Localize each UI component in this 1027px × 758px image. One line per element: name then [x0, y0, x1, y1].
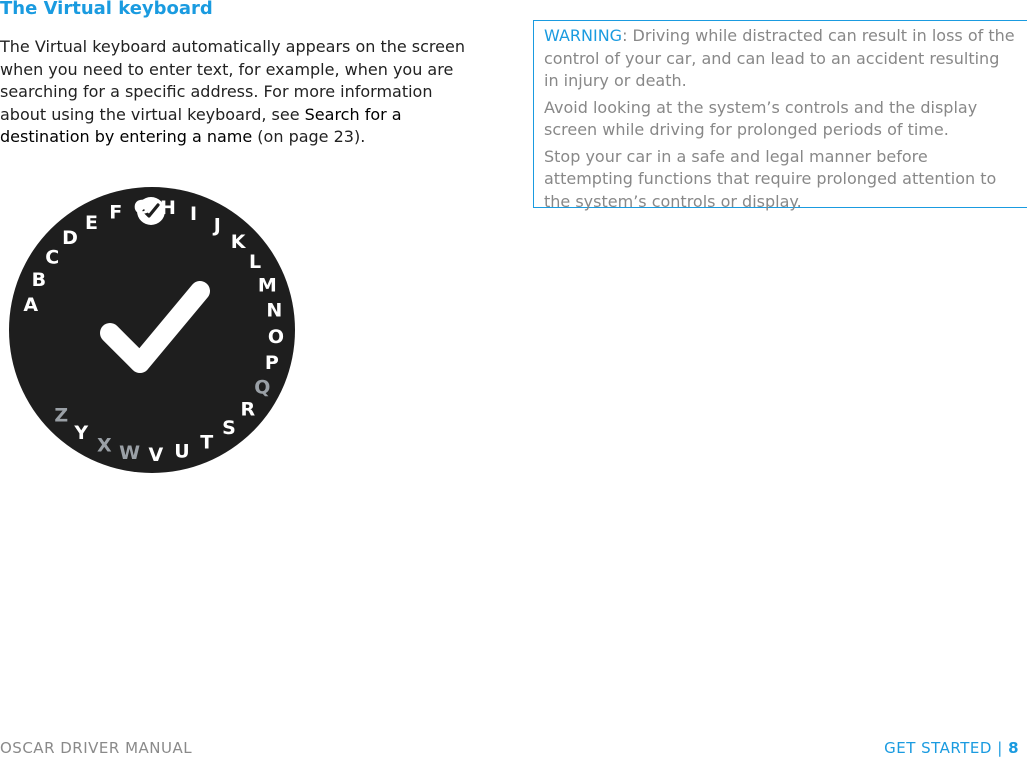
keyboard-letter-k[interactable]: K — [230, 230, 246, 253]
warning-text-1: : Driving while distracted can result in loss of the control of your car, and can lead to an accident resulting in injury or death. — [544, 26, 1015, 90]
warning-paragraph-2: Avoid looking at the system’s controls and the display screen while driving for prolonged periods of time. — [544, 97, 978, 139]
footer-page-number: 8 — [1008, 739, 1019, 757]
keyboard-letter-m[interactable]: M — [257, 274, 277, 297]
section-heading: The Virtual keyboard — [0, 0, 213, 19]
keyboard-letter-r[interactable]: R — [240, 398, 256, 421]
keyboard-letter-w[interactable]: W — [119, 442, 141, 464]
keyboard-letter-y[interactable]: Y — [74, 421, 89, 444]
keyboard-letter-s[interactable]: S — [222, 417, 236, 440]
footer-manual-name: OSCAR DRIVER MANUAL — [0, 739, 193, 757]
keyboard-letter-e[interactable]: E — [85, 211, 98, 234]
keyboard-letter-a[interactable]: A — [23, 294, 39, 317]
body-text-part2: (on page 23). — [252, 127, 366, 146]
virtual-keyboard-dial — [0, 183, 310, 478]
section-body — [0, 36, 470, 149]
keyboard-letter-c[interactable]: C — [45, 246, 60, 269]
keyboard-letter-z[interactable]: Z — [54, 404, 69, 427]
virtual-keyboard-image — [0, 183, 310, 478]
footer-section-name: GET STARTED — [884, 739, 992, 757]
dial-background — [9, 187, 295, 473]
keyboard-letter-v[interactable]: V — [148, 443, 164, 466]
keyboard-letter-f[interactable]: F — [109, 201, 123, 224]
keyboard-letter-o[interactable]: O — [267, 326, 284, 349]
footer-page-info — [884, 739, 1019, 757]
keyboard-letter-j[interactable]: J — [213, 214, 221, 237]
warning-paragraph-3: Stop your car in a safe and legal manner before attempting functions that require prolonged attention to the system’s controls or display. — [544, 146, 997, 211]
keyboard-letter-t[interactable]: T — [200, 431, 214, 454]
warning-paragraph-1 — [544, 25, 1018, 93]
warning-box — [533, 20, 1027, 211]
keyboard-letter-h[interactable]: H — [160, 197, 176, 219]
keyboard-letter-l[interactable]: L — [248, 251, 262, 273]
body-text-part1: The Virtual keyboard automatically appears on the screen when you need to enter text, for example, when you are searching for a specific address. For more information about using the virtual keyboard, see — [0, 37, 465, 124]
keyboard-letter-x[interactable]: X — [96, 434, 112, 457]
warning-label: WARNING — [544, 26, 623, 45]
keyboard-letter-g[interactable]: G — [133, 196, 150, 219]
keyboard-letter-d[interactable]: D — [62, 227, 78, 249]
keyboard-letter-n[interactable]: N — [266, 299, 283, 322]
destination-search-link[interactable]: Search for a destination by entering a name — [0, 104, 402, 146]
keyboard-letter-b[interactable]: B — [31, 269, 47, 292]
keyboard-letter-u[interactable]: U — [174, 440, 190, 463]
keyboard-letter-p[interactable]: P — [264, 352, 279, 375]
footer-separator: | — [997, 739, 1003, 757]
keyboard-letter-q[interactable]: Q — [254, 376, 271, 399]
keyboard-letter-i[interactable]: I — [190, 203, 198, 226]
